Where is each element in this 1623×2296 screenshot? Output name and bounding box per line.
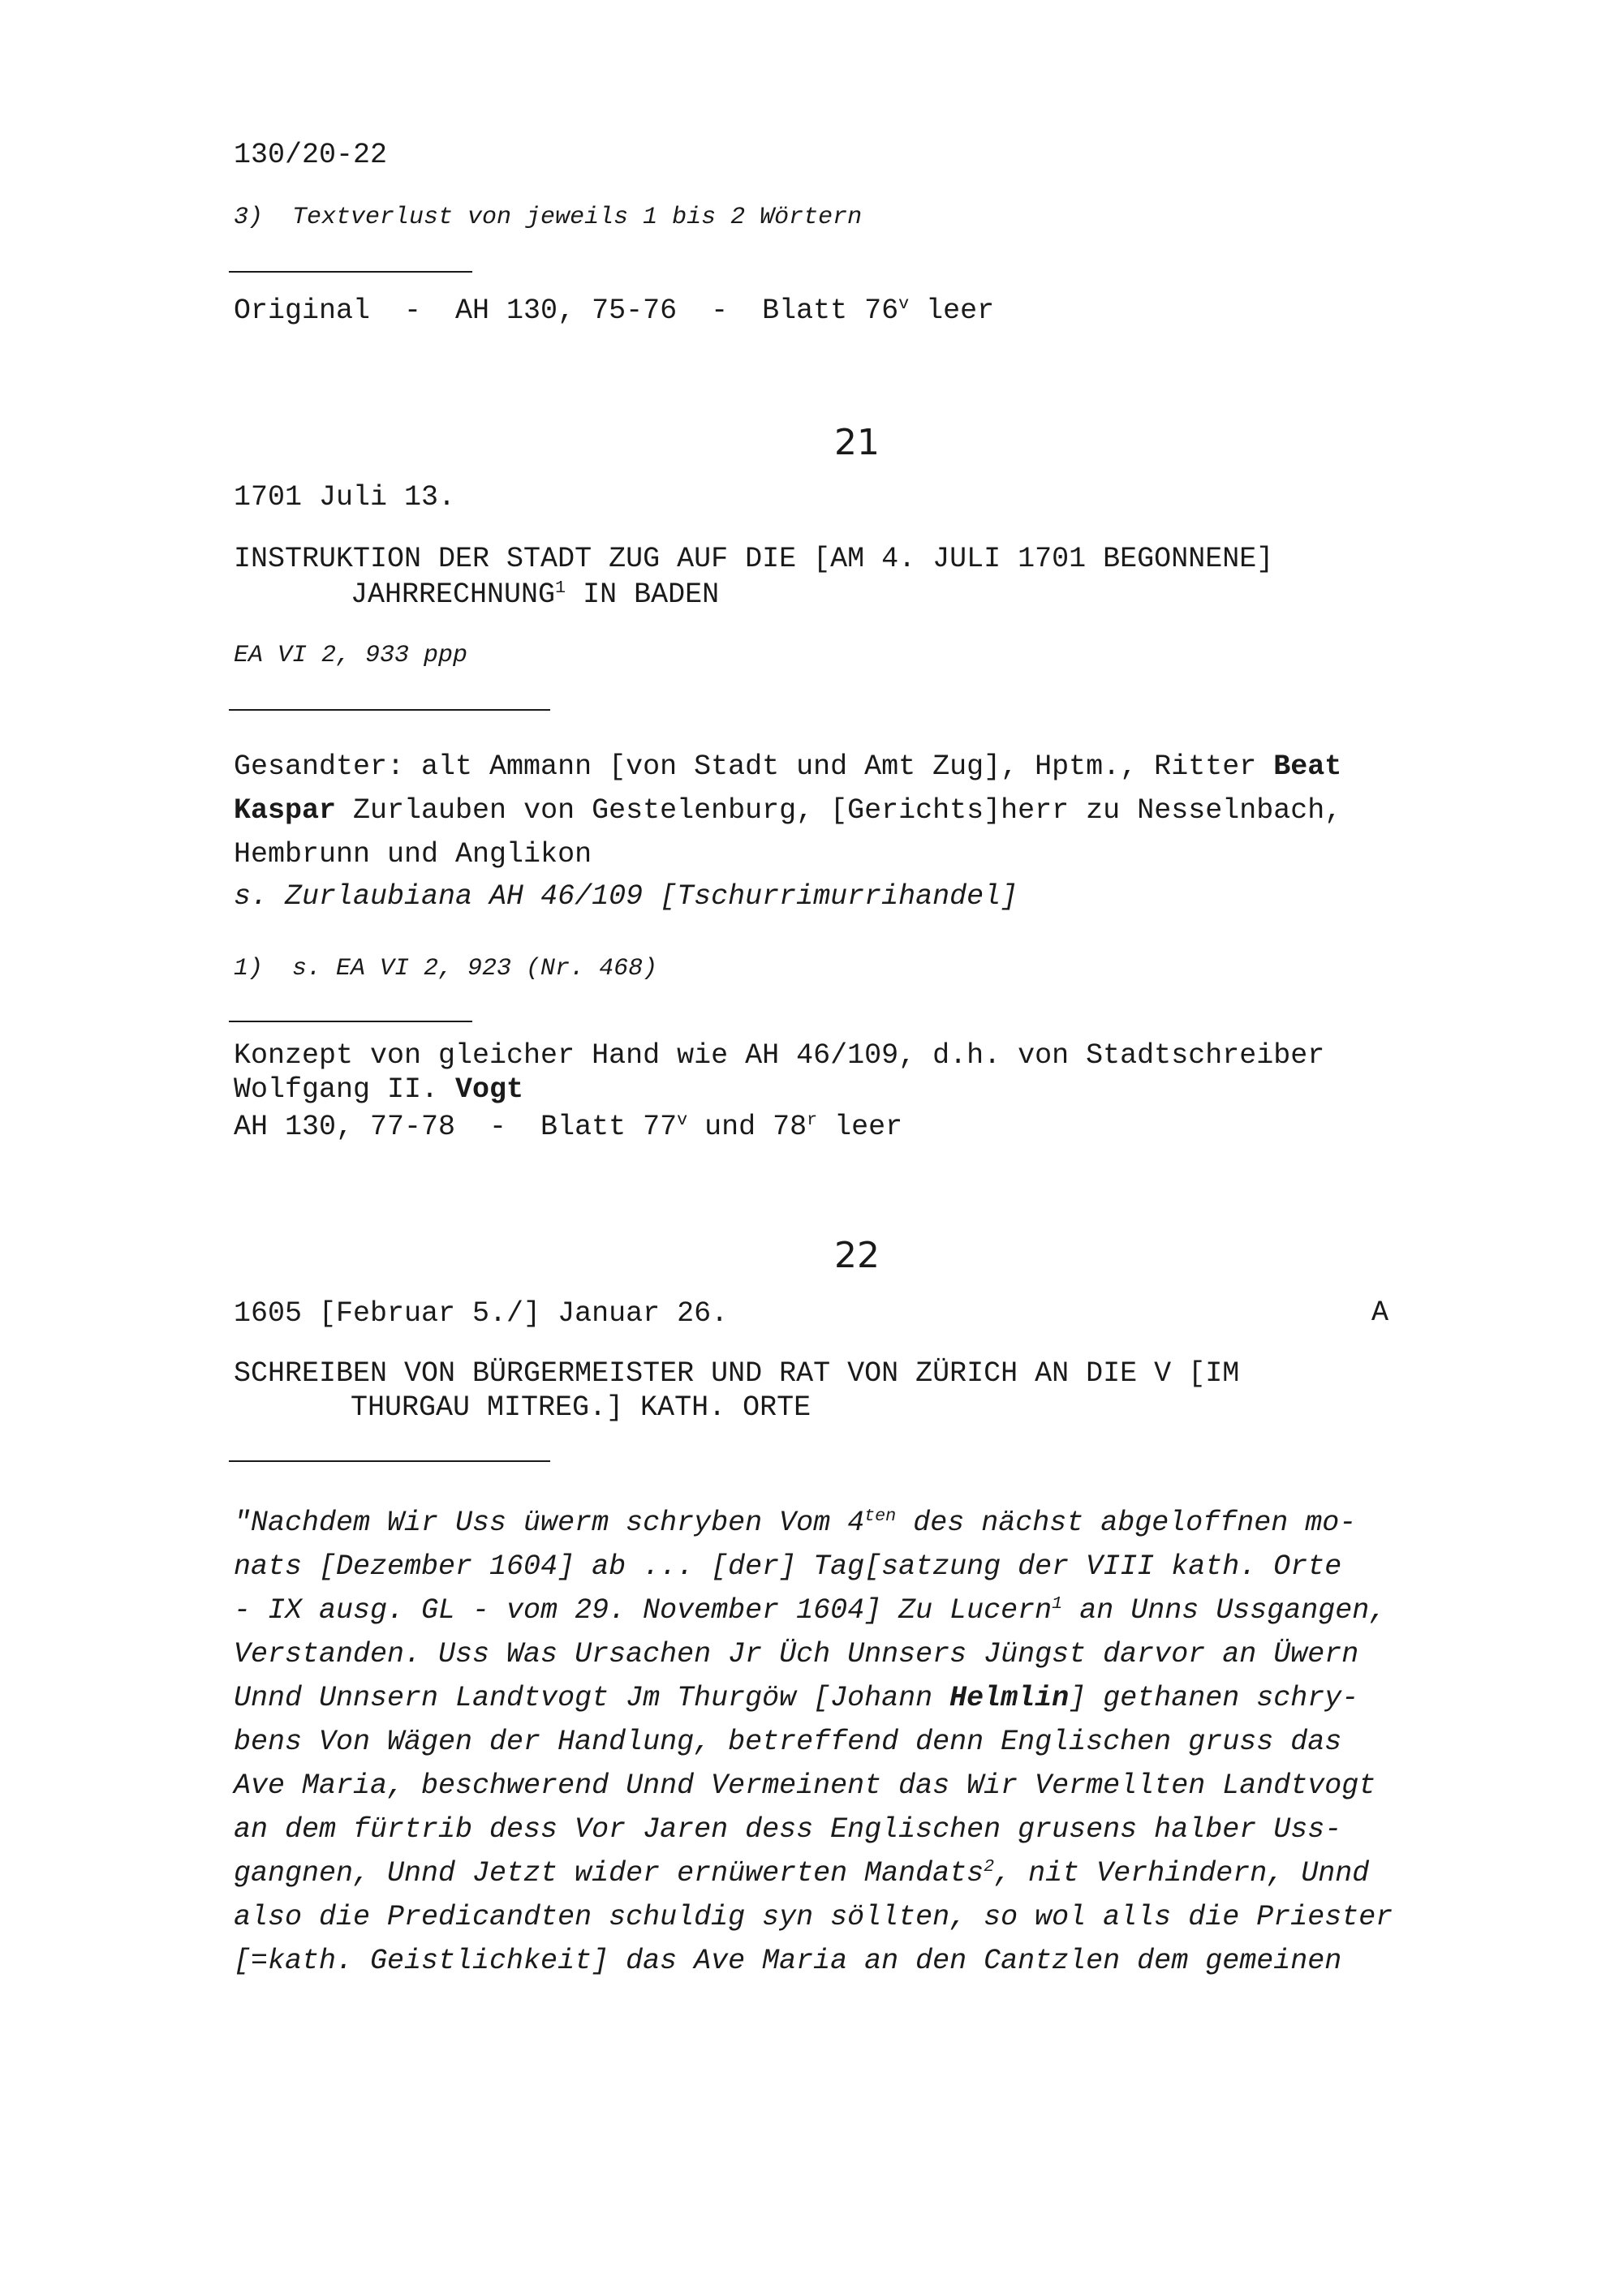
text-line-1: "Nachdem Wir Uss üwerm schryben Vom $4^{ten}$ des nächst abgeloffnen mo- — [234, 1506, 1357, 1539]
text-line-6: bens Von Wägen der Handlung, betreffend denn Englischen gruss das — [234, 1726, 1342, 1758]
envoy-line-1: Gesandter: alt Ammann [von Stadt und Amt Zug], Hptm., Ritter Beat — [234, 750, 1342, 783]
document-date: 1701 Juli 13. — [234, 481, 456, 514]
text-line-10: also die Predicandten schuldig syn söllten, so wol alls die Priester — [234, 1901, 1393, 1933]
document-date: 1605 [Februar 5./] Januar 26. — [234, 1297, 729, 1330]
text-line-9: gangnen, Unnd Jetzt wider ernüwerten Mandats$^2$, nit Verhindern, Unnd — [234, 1856, 1370, 1890]
footnote-1: 1) s. EA VI 2, 923 (Nr. 468) — [234, 955, 658, 982]
footnote-divider — [229, 1021, 472, 1022]
footnote-3: 3) Textverlust von jeweils 1 bis 2 Wörtern — [234, 204, 863, 231]
text-line-11: [=kath. Geistlichkeit] das Ave Maria an den Cantzlen dem gemeinen — [234, 1945, 1342, 1977]
concept-line-1: Konzept von gleicher Hand wie AH 46/109, d.h. von Stadtschreiber — [234, 1039, 1325, 1072]
source-reference: EA VI 2, 933 ppp — [234, 642, 468, 669]
section-divider — [229, 709, 550, 711]
envoy-reference: s. Zurlaubiana AH 46/109 [Tschurrimurrihandel] — [234, 880, 1018, 913]
reference-number: 130/20-22 — [234, 139, 388, 171]
text-line-3: - IX ausg. GL - vom 29. November 1604] Zu Lucern$^1$ an Unns Ussgangen, — [234, 1593, 1387, 1627]
original-line: Original - AH 130, 75-76 - Blatt 76$^v$ leer — [234, 294, 995, 327]
concept-line-3: AH 130, 77-78 - Blatt 77$^v$ und 78$^r$ leer — [234, 1110, 903, 1143]
text-line-4: Verstanden. Uss Was Ursachen Jr Üch Unnsers Jüngst darvor an Üwern — [234, 1638, 1359, 1670]
document-title-line-1: SCHREIBEN VON BÜRGERMEISTER UND RAT VON ZÜRICH AN DIE V [IM — [234, 1357, 1240, 1390]
document-title-line-2: JAHRRECHNUNG$^1$ IN BADEN — [351, 578, 720, 611]
version-marker: A — [1371, 1296, 1389, 1329]
envoy-line-2: Kaspar Zurlauben von Gestelenburg, [Gerichts]herr zu Nesselnbach, — [234, 794, 1342, 827]
text-line-2: nats [Dezember 1604] ab ... [der] Tag[satzung der VIII kath. Orte — [234, 1550, 1342, 1583]
document-number-21: 21 — [834, 422, 880, 463]
section-divider — [229, 1460, 550, 1462]
document-title-line-2: THURGAU MITREG.] KATH. ORTE — [351, 1391, 812, 1424]
text-line-7: Ave Maria, beschwerend Unnd Vermeinent das Wir Vermellten Landtvogt — [234, 1769, 1376, 1802]
document-number-22: 22 — [834, 1235, 880, 1276]
concept-line-2: Wolfgang II. Vogt — [234, 1073, 524, 1106]
envoy-line-3: Hembrunn und Anglikon — [234, 838, 592, 871]
text-line-5: Unnd Unnsern Landtvogt Jm Thurgöw [Johann Helmlin] gethanen schry- — [234, 1682, 1359, 1714]
footnote-divider — [229, 271, 472, 273]
text-line-8: an dem fürtrib dess Vor Jaren dess Englischen grusens halber Uss- — [234, 1813, 1342, 1846]
document-title-line-1: INSTRUKTION DER STADT ZUG AUF DIE [AM 4. JULI 1701 BEGONNENE] — [234, 543, 1274, 575]
